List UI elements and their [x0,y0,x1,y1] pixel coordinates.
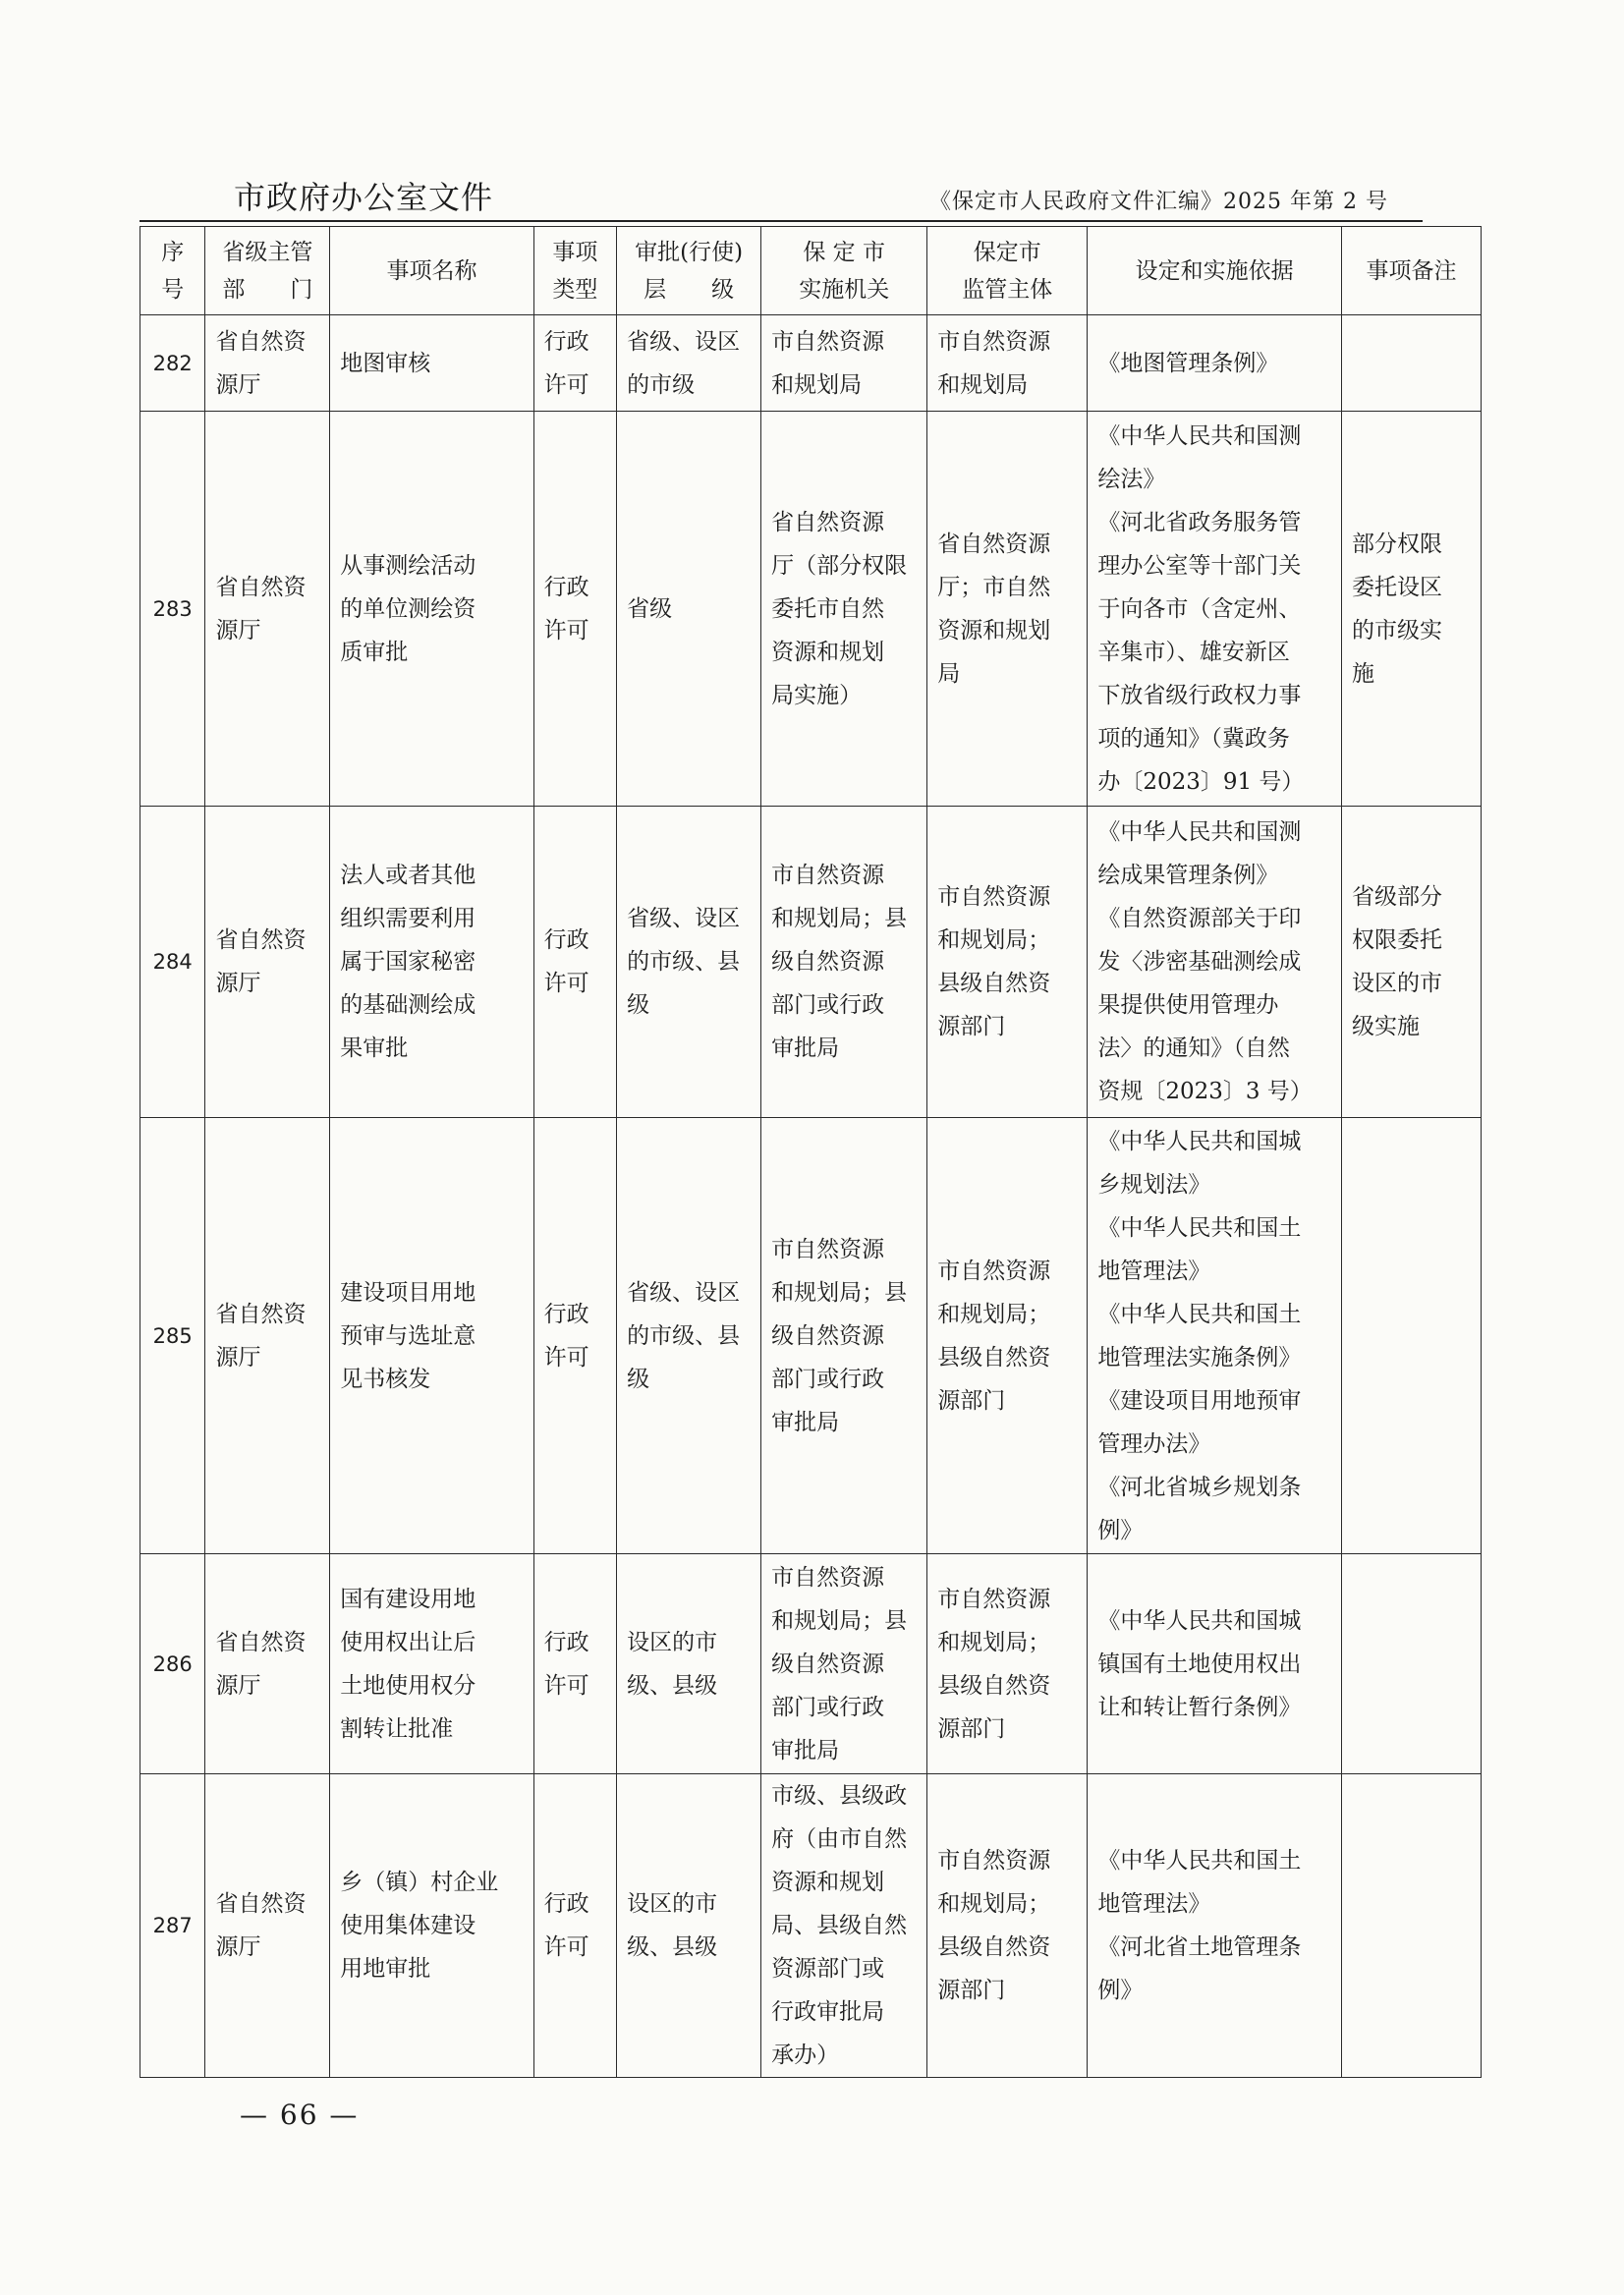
cell-note [1342,1554,1482,1774]
cell-line: 源厅 [215,1672,261,1699]
cell-line: 地管理法实施条例》 [1097,1344,1302,1371]
cell-name [330,1554,533,1774]
cell-line: 从事测绘活动 [340,552,476,579]
cell-line: 和规划局； [937,1891,1051,1917]
cell-line: 的市级实 [1352,617,1443,644]
cell-line: 果审批 [340,1036,409,1061]
col-header-dept [205,227,330,315]
cell-line: 《中华人民共和国土 [1097,1848,1302,1874]
page-number: — 66 — [240,2099,360,2131]
cell-line: 法人或者其他 [340,863,476,888]
cell-line: 的基础测绘成 [340,992,476,1018]
cell-line: 源部门 [937,1014,1006,1039]
cell-line: 绘法》 [1097,466,1166,492]
cell-agency [761,315,927,412]
col-header-type [533,227,617,315]
table-row [140,807,1482,1118]
cell-line: 级、县级 [627,1934,718,1960]
cell-line: 省级、设区 [627,906,741,931]
header-line: 事项备注 [1366,257,1457,284]
cell-type [533,1118,617,1554]
cell-line: 市自然资源 [771,1236,885,1262]
cell-line: 局实施） [771,682,863,708]
cell-agency [761,412,927,807]
cell-line: 级自然资源 [771,949,885,975]
cell-line: 割转让批准 [340,1715,454,1742]
cell-line: 资源和规划 [771,1870,885,1895]
cell-line: 属于国家秘密 [340,949,476,975]
cell-line: 级 [627,1366,650,1392]
header-office-title: 市政府办公室文件 [234,179,494,216]
cell-line: 权限委托 [1352,927,1443,953]
cell-line: 许可 [543,371,589,398]
cell-line: 行政审批局 [771,1999,885,2025]
cell-line: 厅；市自然 [937,574,1051,600]
table-row [140,412,1482,807]
cell-line: 行政 [543,1891,589,1917]
cell-agency [761,1774,927,2078]
cell-line: 级 [627,992,650,1018]
cell-line: 和规划局；县 [771,1607,908,1634]
cell-line: 行政 [543,1301,589,1327]
cell-line: 镇国有土地使用权出 [1097,1651,1302,1677]
cell-supervisor [927,315,1088,412]
cell-level [617,807,761,1118]
cell-line: 让和转让暂行条例》 [1097,1694,1302,1720]
cell-line: 厅（部分权限 [771,552,908,579]
cell-line: 和规划局； [937,927,1051,953]
cell-line: 果提供使用管理办 [1097,992,1279,1018]
cell-line: 下放省级行政权力事 [1097,682,1302,708]
cell-line: 县级自然资 [937,971,1051,996]
header-publication-title: 《保定市人民政府文件汇编》2025 年第 2 号 [929,190,1388,214]
cell-basis [1088,1774,1342,2078]
cell-line: 许可 [543,617,589,644]
cell-name [330,1774,533,2078]
cell-seq: 284 [140,807,205,1118]
cell-line: 许可 [543,1672,589,1699]
cell-line: 用地审批 [340,1956,431,1982]
cell-line: 承办） [771,2043,840,2068]
cell-line: 省自然资 [215,1629,307,1655]
cell-line: 源厅 [215,1934,261,1960]
cell-note [1342,1118,1482,1554]
cell-agency [761,1118,927,1554]
cell-line: 行政 [543,328,589,355]
items-table [140,226,1482,2078]
cell-supervisor [927,1774,1088,2078]
header-line: 审批(行使) [635,239,744,265]
header-line: 类型 [552,276,598,303]
cell-seq: 282 [140,315,205,412]
cell-line: 《河北省政务服务管 [1097,509,1302,535]
cell-type [533,1554,617,1774]
cell-line: 源厅 [215,1344,261,1371]
header-line: 部 门 [222,276,313,303]
cell-line: 部分权限 [1352,531,1443,557]
cell-line: 省级部分 [1352,884,1443,910]
cell-line: 国有建设用地 [340,1586,476,1612]
cell-line: 和规划局；县 [771,906,908,931]
cell-line: 级、县级 [627,1672,718,1699]
cell-line: 部门或行政 [771,1694,885,1720]
header-line: 省级主管 [222,239,313,265]
cell-seq: 287 [140,1774,205,2078]
cell-line: 行政 [543,574,589,600]
cell-name [330,1118,533,1554]
cell-supervisor [927,1554,1088,1774]
cell-basis [1088,1118,1342,1554]
cell-line: 县级自然资 [937,1672,1051,1699]
cell-line: 审批局 [771,1409,840,1435]
cell-line: 发〈涉密基础测绘成 [1097,949,1302,975]
cell-line: 市自然资源 [771,328,885,355]
cell-seq: 283 [140,412,205,807]
cell-level [617,1554,761,1774]
cell-line: 市自然资源 [771,863,885,888]
cell-line: 市自然资源 [937,328,1051,355]
cell-line: 施 [1352,660,1375,687]
cell-type [533,1774,617,2078]
cell-line: 许可 [543,1934,589,1960]
cell-line: 局 [937,660,961,687]
cell-line: 乡（镇）村企业 [340,1870,499,1895]
cell-name [330,807,533,1118]
cell-line: 省自然资 [215,1301,307,1327]
cell-line: 理办公室等十部门关 [1097,552,1302,579]
header-line: 层 级 [644,276,735,303]
cell-line: 《中华人民共和国测 [1097,819,1302,845]
cell-line: 的市级、县 [627,949,741,975]
cell-line: 《中华人民共和国测 [1097,422,1302,449]
cell-line: 局、县级自然 [771,1913,908,1938]
cell-level [617,315,761,412]
cell-line: 见书核发 [340,1366,431,1392]
cell-line: 《地图管理条例》 [1097,350,1279,376]
cell-line: 和规划局 [771,371,863,398]
cell-line: 省自然资源 [771,509,885,535]
cell-line: 市自然资源 [937,1586,1051,1612]
cell-agency [761,807,927,1118]
cell-line: 《建设项目用地预审 [1097,1387,1302,1414]
cell-basis [1088,315,1342,412]
cell-line: 许可 [543,1344,589,1371]
cell-line: 部门或行政 [771,992,885,1018]
cell-line: 级自然资源 [771,1651,885,1677]
header-line: 设定和实施依据 [1135,257,1294,284]
cell-line: 源厅 [215,971,261,996]
cell-line: 委托市自然 [771,595,885,622]
cell-line: 设区的市 [627,1629,718,1655]
cell-basis [1088,412,1342,807]
table-row [140,1118,1482,1554]
cell-line: 辛集市）、雄安新区 [1097,639,1290,665]
cell-dept [205,1554,330,1774]
cell-line: 源部门 [937,1715,1006,1742]
cell-dept [205,315,330,412]
cell-supervisor [927,807,1088,1118]
cell-line: 地管理法》 [1097,1258,1211,1284]
header-divider [140,220,1423,222]
cell-line: 组织需要利用 [340,906,476,931]
col-header-agency [761,227,927,315]
cell-line: 《自然资源部关于印 [1097,906,1302,931]
cell-line: 和规划局； [937,1301,1051,1327]
cell-line: 土地使用权分 [340,1672,476,1699]
cell-dept [205,412,330,807]
cell-line: 许可 [543,971,589,996]
table-row [140,315,1482,412]
cell-line: 设区的市 [1352,971,1443,996]
cell-line: 市级、县级政 [771,1783,908,1809]
cell-line: 和规划局；县 [771,1279,908,1306]
cell-line: 省自然资源 [937,531,1051,557]
cell-line: 级自然资源 [771,1322,885,1349]
cell-line: 质审批 [340,639,409,665]
cell-name [330,412,533,807]
cell-type [533,807,617,1118]
cell-level [617,1774,761,2078]
cell-line: 和规划局 [937,371,1029,398]
col-header-level [617,227,761,315]
cell-line: 建设项目用地 [340,1279,476,1306]
cell-line: 县级自然资 [937,1934,1051,1960]
cell-line: 办〔2023〕91 号） [1097,768,1305,795]
cell-line: 源厅 [215,371,261,398]
cell-line: 《河北省城乡规划条 [1097,1474,1302,1500]
cell-line: 例》 [1097,1978,1144,2003]
cell-line: 地图审核 [340,350,431,376]
col-header-supervisor [927,227,1088,315]
cell-line: 绘成果管理条例》 [1097,863,1279,888]
table-header-row [140,227,1482,315]
cell-note [1342,412,1482,807]
cell-line: 资源和规划 [937,617,1051,644]
cell-line: 资源部门或 [771,1956,885,1982]
cell-line: 市自然资源 [937,884,1051,910]
cell-note [1342,315,1482,412]
cell-supervisor [927,412,1088,807]
cell-line: 使用集体建设 [340,1913,476,1938]
cell-line: 法〉的通知》（自然 [1097,1036,1290,1061]
cell-seq: 286 [140,1554,205,1774]
cell-type [533,315,617,412]
cell-line: 省自然资 [215,1891,307,1917]
header-line: 事项 [552,239,598,265]
cell-line: 省级、设区 [627,1279,741,1306]
cell-line: 审批局 [771,1737,840,1763]
cell-line: 源厅 [215,617,261,644]
header-line: 监管主体 [962,276,1053,303]
header-line: 保 定 市 [803,239,885,265]
cell-line: 行政 [543,1629,589,1655]
col-header-note [1342,227,1482,315]
cell-line: 于向各市（含定州、 [1097,595,1302,622]
cell-line: 市自然资源 [937,1258,1051,1284]
cell-level [617,412,761,807]
cell-dept [205,1118,330,1554]
cell-line: 的单位测绘资 [340,595,476,622]
cell-supervisor [927,1118,1088,1554]
cell-line: 地管理法》 [1097,1891,1211,1917]
cell-note [1342,1774,1482,2078]
cell-line: 省自然资 [215,927,307,953]
cell-basis [1088,807,1342,1118]
cell-line: 市自然资源 [937,1848,1051,1874]
cell-line: 的市级 [627,371,696,398]
header-line: 事项名称 [386,257,477,284]
table-row [140,1554,1482,1774]
cell-line: 《中华人民共和国城 [1097,1128,1302,1154]
cell-line: 市自然资源 [771,1564,885,1591]
cell-line: 县级自然资 [937,1344,1051,1371]
cell-basis [1088,1554,1342,1774]
cell-line: 级实施 [1352,1014,1421,1039]
cell-line: 省级 [627,595,673,622]
cell-line: 府（由市自然 [771,1826,908,1852]
cell-line: 资源和规划 [771,639,885,665]
col-header-basis [1088,227,1342,315]
cell-line: 项的通知》（冀政务 [1097,725,1290,752]
cell-line: 审批局 [771,1036,840,1061]
cell-dept [205,807,330,1118]
cell-line: 资规〔2023〕3 号） [1097,1079,1313,1104]
cell-agency [761,1554,927,1774]
cell-line: 部门或行政 [771,1366,885,1392]
cell-line: 《中华人民共和国土 [1097,1301,1302,1327]
cell-line: 行政 [543,927,589,953]
cell-line: 源部门 [937,1387,1006,1414]
col-header-name [330,227,533,315]
cell-note [1342,807,1482,1118]
cell-line: 预审与选址意 [340,1322,476,1349]
cell-line: 和规划局； [937,1629,1051,1655]
col-header-seq [140,227,205,315]
cell-line: 《中华人民共和国城 [1097,1607,1302,1634]
cell-level [617,1118,761,1554]
header-line: 保定市 [973,239,1041,265]
cell-line: 源部门 [937,1978,1006,2003]
cell-dept [205,1774,330,2078]
cell-seq: 285 [140,1118,205,1554]
cell-line: 设区的市 [627,1891,718,1917]
cell-line: 省级、设区 [627,328,741,355]
cell-line: 省自然资 [215,574,307,600]
cell-line: 管理办法》 [1097,1430,1211,1457]
cell-line: 例》 [1097,1517,1144,1543]
cell-line: 《河北省土地管理条 [1097,1934,1302,1960]
cell-type [533,412,617,807]
cell-line: 使用权出让后 [340,1629,476,1655]
table-row [140,1774,1482,2078]
cell-line: 的市级、县 [627,1322,741,1349]
cell-name [330,315,533,412]
cell-line: 《中华人民共和国土 [1097,1214,1302,1241]
header-line: 序号 [161,239,185,303]
cell-line: 乡规划法》 [1097,1171,1211,1198]
cell-line: 省自然资 [215,328,307,355]
cell-line: 委托设区 [1352,574,1443,600]
header-line: 实施机关 [799,276,890,303]
